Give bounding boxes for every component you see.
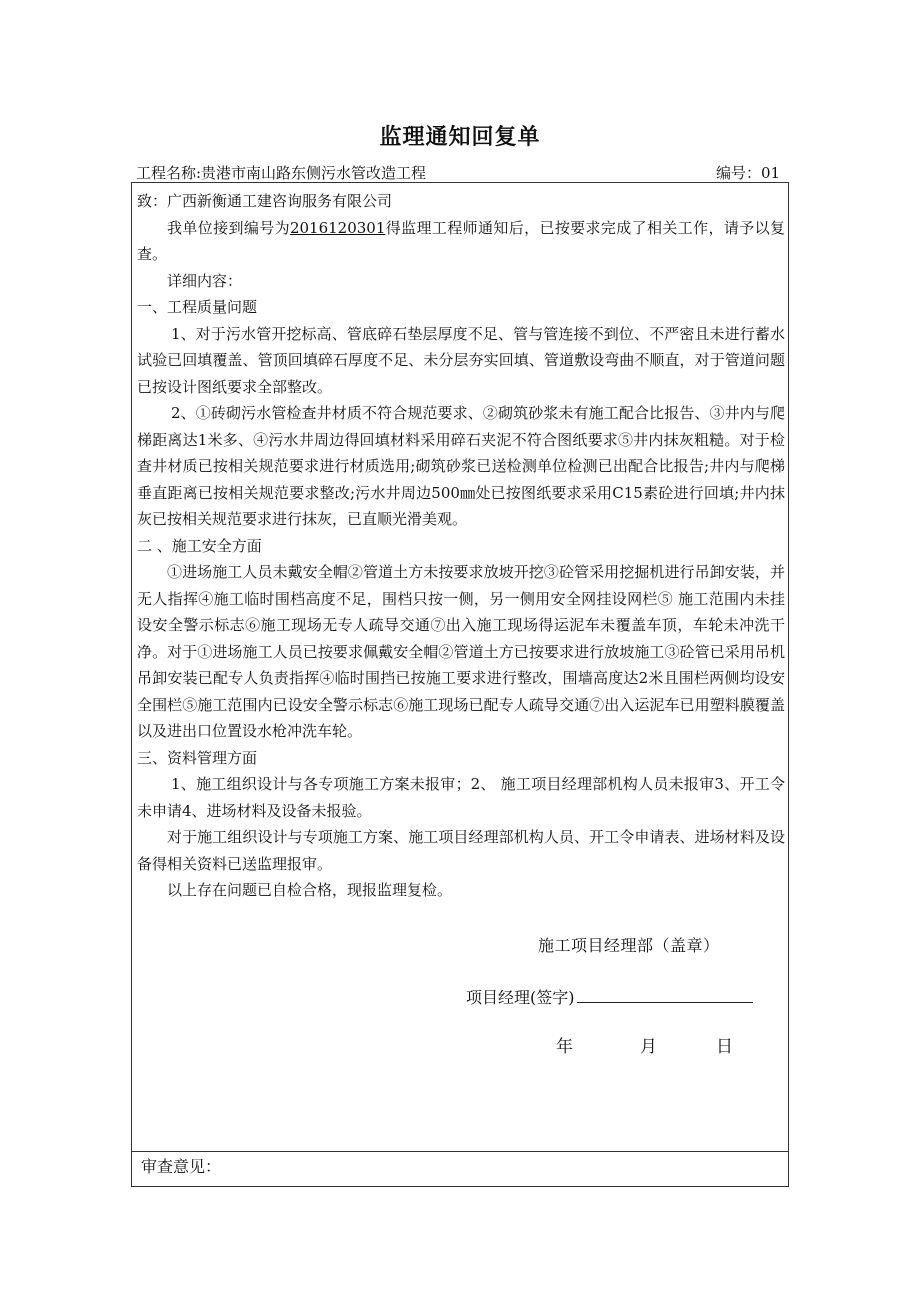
section-1-item-2: 2、①砖砌污水管检查井材质不符合规范要求、②砌筑砂浆未有施工配合比报告、③井内与爬梯距离达1米多、④污水井周边得回填材料采用碎石夹泥不符合图纸要求⑤井内抹灰粗糙。对于检查井材质已按相关规范要求进行材质选用;砌筑砂浆已送检测单位检测已出配合比报告;井内与爬梯垂直距离已按相关规范要求整改;污水井周边500㎜处已按图纸要求采用C15素砼进行回填;井内抹灰已按相关规范要求进行抹灰，已直顺光滑美观。 — [137, 404, 785, 528]
review-opinion-label: 审查意见： — [141, 1157, 222, 1176]
signature-line[interactable] — [577, 986, 753, 1003]
section-3-item-2: 对于施工组织设计与专项施工方案、施工项目经理部机构人员、开工令申请表、进场材料及设备得相关资料已送监理报审。 — [137, 828, 785, 873]
reply-content — [137, 188, 785, 904]
manager-label: 项目经理(签字) — [466, 988, 575, 1007]
section-2-title: 二 、施工安全方面 — [137, 536, 262, 555]
intro-paragraph — [137, 215, 785, 268]
seal-label: 施工项目经理部（盖章） — [538, 936, 720, 955]
intro-post: 得监理工程师通知后，已按要求完成了相关工作，请予以复查。 — [137, 218, 785, 263]
day-label: 日 — [716, 1037, 733, 1057]
section-3-title: 三、资料管理方面 — [137, 748, 258, 767]
section-1-title: 一、工程质量问题 — [137, 298, 258, 316]
intro-pre: 我单位接到编号为 — [167, 218, 290, 237]
year-label: 年 — [556, 1037, 573, 1057]
section-2-item-1: ①进场施工人员未戴安全帽②管道土方未按要求放坡开挖③砼管采用挖掘机进行吊卸安装，并无人指挥④施工临时围档高度不足，围档只按一侧，另一侧用安全网挂设网栏⑤ 施工范围内未挂设安全警示标志⑥施工现场无专人疏导交通⑦出入施工现场得运泥车未覆盖车顶，车轮未冲洗干净。对于①进场施工人员已按要求佩戴安全帽②管道土方已按要求进行放坡施工③砼管已采用吊机吊卸安装已配专人负责指挥④临时围挡已按施工要求进行整改，围墙高度达2米且围栏两侧均设安全围栏⑤施工范围内已设安全警示标志⑥施工现场已配专人疏导交通⑦出入运泥车已用塑料膜覆盖以及进出口位置设水枪冲洗车轮。 — [137, 563, 785, 740]
month-label: 月 — [640, 1037, 657, 1057]
conclusion: 以上存在问题已自检合格，现报监理复检。 — [167, 881, 453, 899]
project-name: 工程名称:贵港市南山路东侧污水管改造工程 — [136, 164, 427, 182]
addressee: 致：广西新衡通工建咨询服务有限公司 — [137, 192, 393, 210]
page-title: 监理通知回复单 — [379, 125, 541, 150]
document-number: 编号：01 — [716, 164, 781, 182]
detail-label: 详细内容： — [167, 271, 243, 290]
review-divider — [131, 1151, 789, 1152]
manager-signature — [466, 985, 753, 1008]
section-3-item-1: 1、施工组织设计与各专项施工方案未报审；2、 施工项目经理部机构人员未报审3、开工令未申请4、进场材料及设备未报验。 — [137, 775, 785, 820]
section-1-item-1: 1、对于污水管开挖标高、管底碎石垫层厚度不足、管与管连接不到位、不严密且未进行蓄水试验已回填覆盖、管顶回填碎石厚度不足、未分层夯实回填、管道敷设弯曲不顺直，对于管道问题已按设计图纸要求全部整改。 — [137, 324, 785, 396]
notice-number: 2016120301 — [289, 218, 386, 237]
